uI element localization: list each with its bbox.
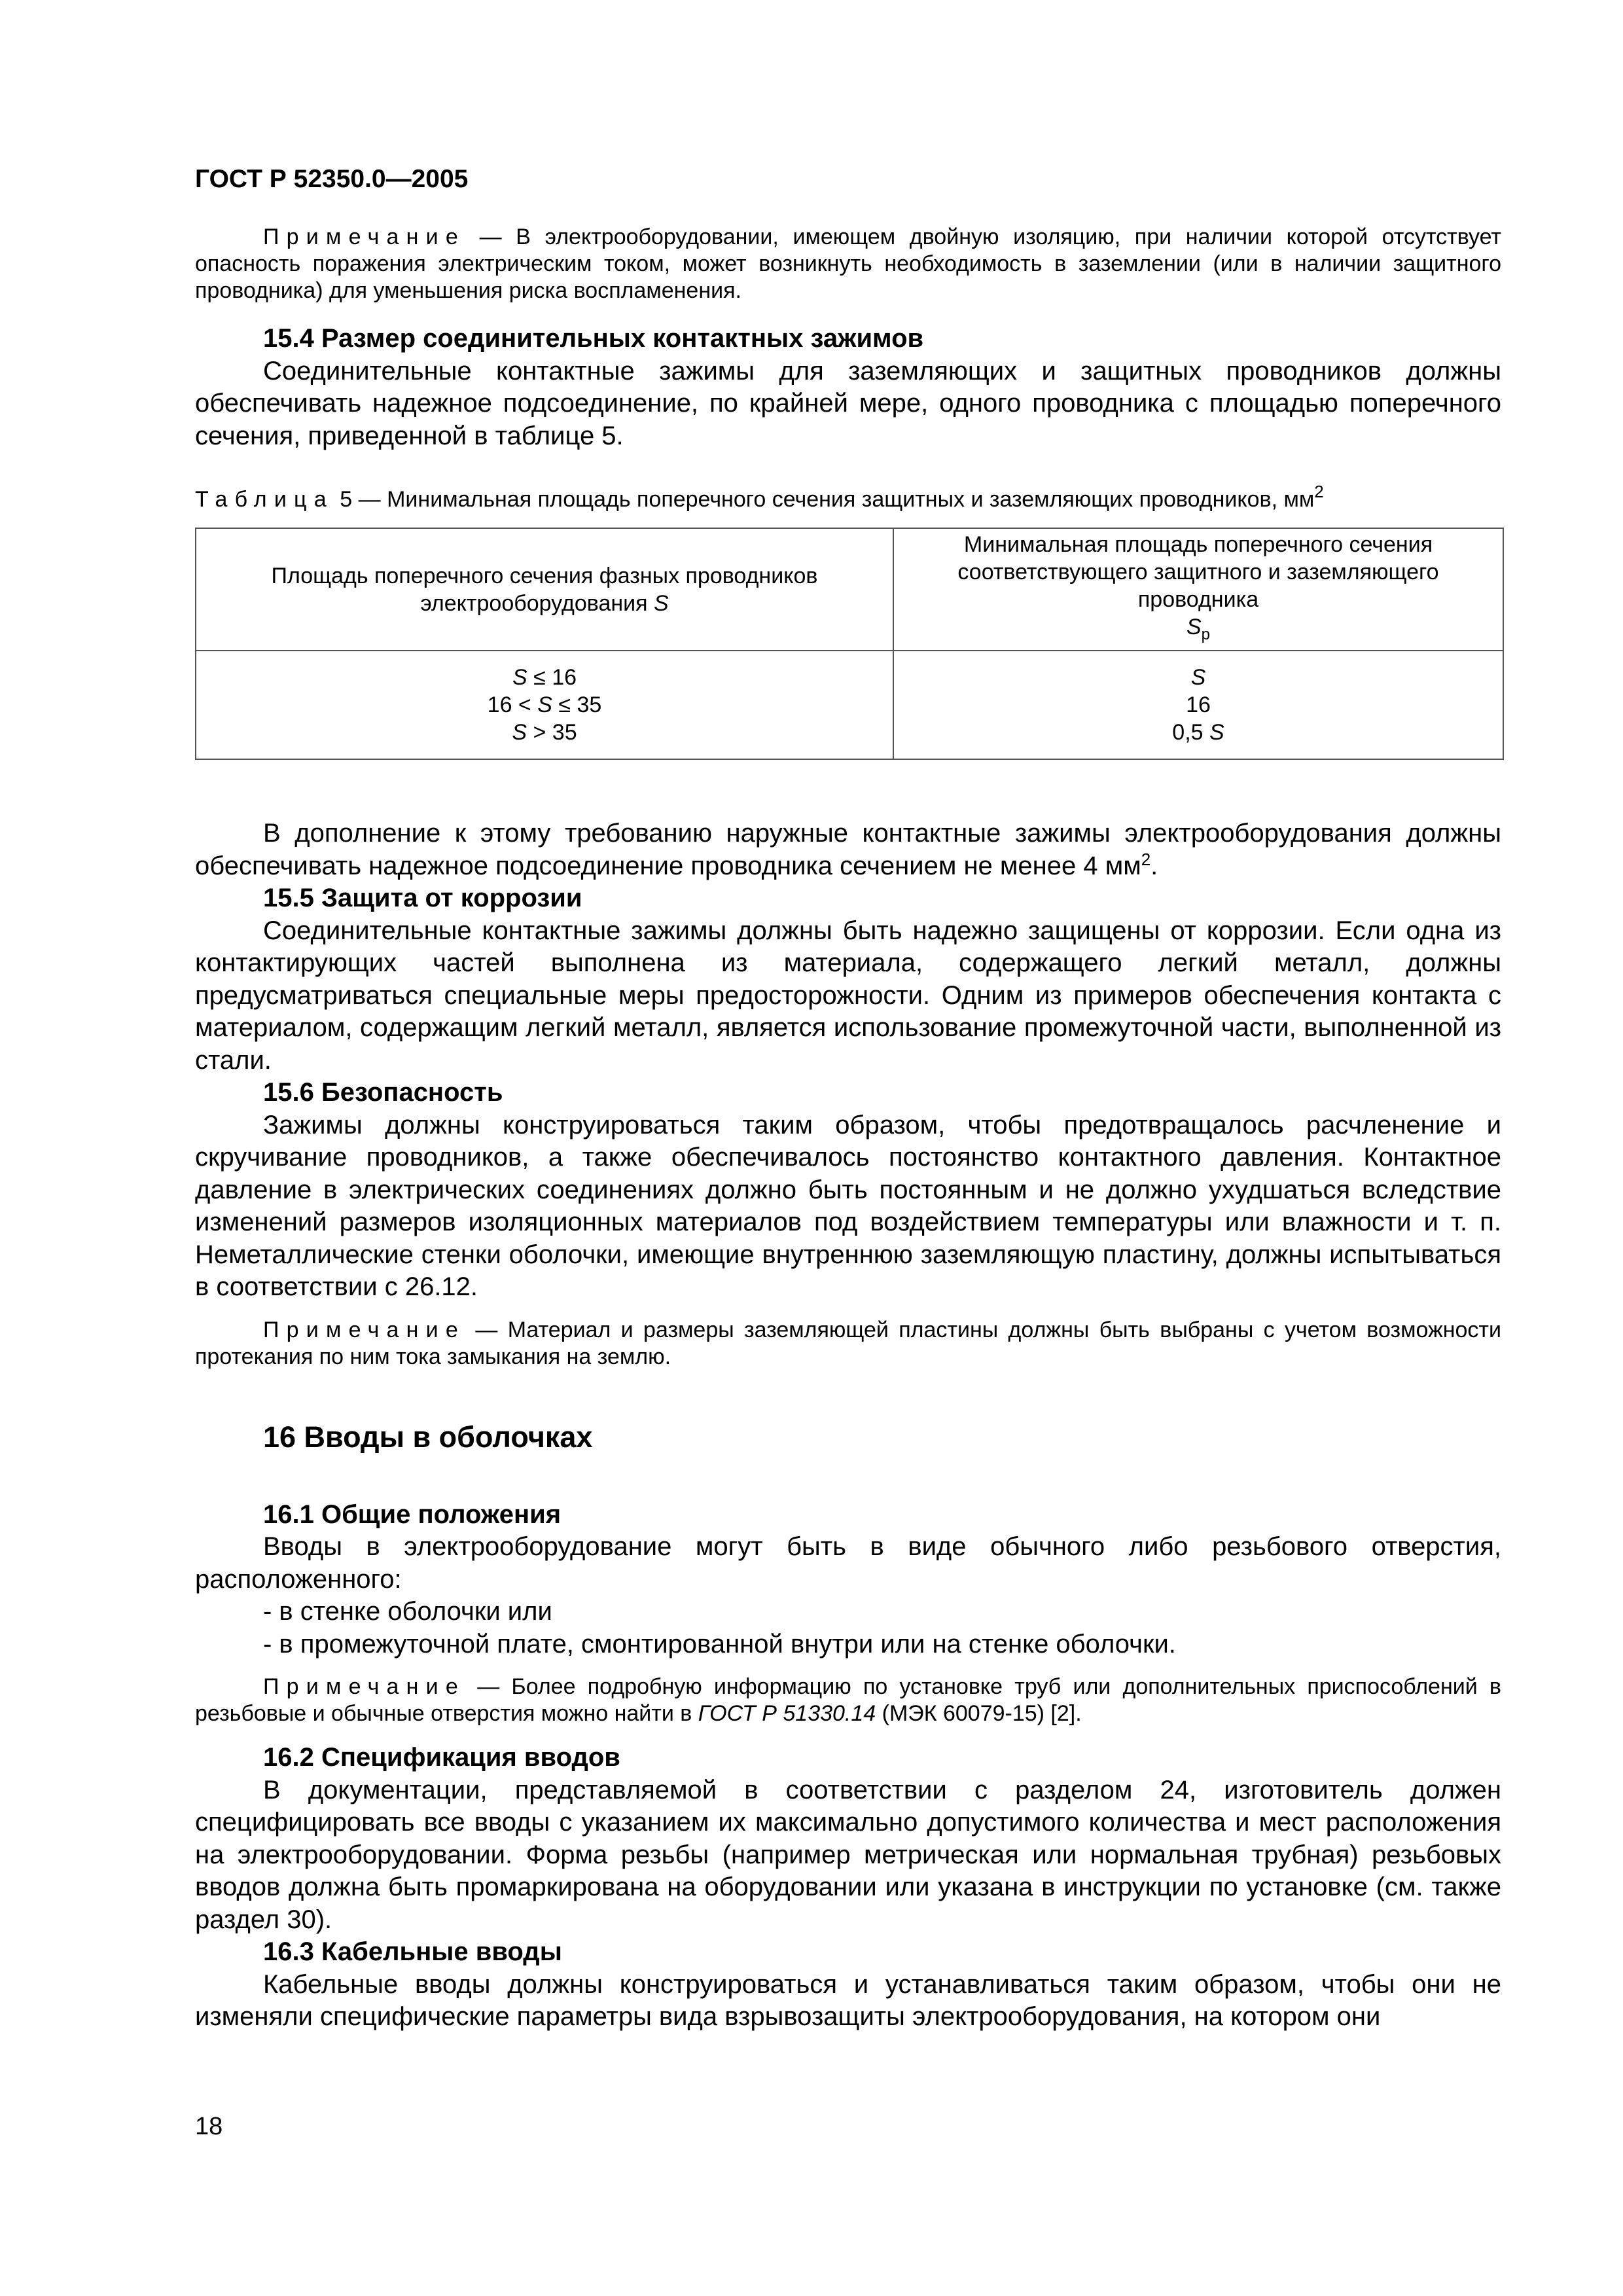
note-text: — В электрооборудовании, имеющем двойную изоляцию, при наличии которой отсутствует опасность поражения электрическим током, может возникнуть необходимость в заземлении (или в наличии защитного проводника) для уменьшения риска воспламенения. (195, 224, 1501, 303)
section-16-2-text: В документации, представляемой в соответствии с разделом 24, изготовитель должен специфицировать все вводы с указанием их максимально допустимого количества и мест расположения на электрооборудовании. Форма резьбы (например метрическая или нормальная трубная) резьбовых вводов должна быть промаркирована на оборудовании или указана в инструкции по установке (см. также раздел 30). (195, 1775, 1501, 1934)
symbol-s: S (653, 590, 669, 616)
table-header-min-section: Минимальная площадь поперечного сечения соответствующего защитного и заземляющего проводника $S_p$ (893, 528, 1503, 651)
note-double-insulation (195, 224, 1501, 304)
table-cell-min-values (893, 651, 1503, 759)
section-15-5-text: Соединительные контактные зажимы должны быть надежно защищены от коррозии. Если одна из контактирующих частей выполнена из материала, содержащего легкий металл, должны предусматриваться специальные меры предосторожности. Одним из примеров обеспечения контакта с материалом, содержащим легкий металл, является использование промежуточной части, выполненной из стали. (195, 916, 1501, 1075)
note-label: Примечание (263, 1317, 465, 1342)
table-value: 0,5 S (1172, 720, 1224, 745)
note-label: Примечание (263, 224, 465, 249)
table-header-phase-section: Площадь поперечного сечения фазных проводников электрооборудования S (196, 528, 893, 651)
document-page (195, 164, 1501, 2034)
section-16-1-text: Вводы в электрооборудование могут быть в виде обычного либо резьбового отверстия, расположенного: (195, 1532, 1501, 1594)
section-16-1-title: 16.1 Общие положения (263, 1499, 562, 1529)
table-caption-text: 5 — Минимальная площадь поперечного сечения защитных и заземляющих проводников, мм (333, 487, 1315, 512)
section-15-4-text: Соединительные контактные зажимы для заземляющих и защитных проводников должны обеспечивать надежное подсоединение, по крайней мере, одного проводника с площадью поперечного сечения, приведенной в таблице 5. (195, 356, 1501, 450)
table-body-row (196, 651, 1503, 759)
table-value: S ≤ 16 (512, 665, 577, 690)
note-grounding-plate (195, 1317, 1501, 1371)
section-15-4-title: 15.4 Размер соединительных контактных зажимов (263, 324, 924, 353)
table-caption-sup: 2 (1314, 482, 1324, 501)
page-number: 18 (195, 2113, 223, 2140)
symbol-s: S (1186, 614, 1202, 639)
table-value: 16 < S ≤ 35 (487, 692, 602, 717)
note-text: — Материал и размеры заземляющей пластины должны быть выбраны с учетом возможности протекания по ним тока замыкания на землю. (195, 1317, 1501, 1369)
table-cell-phase-values (196, 651, 893, 759)
note-label: Примечание (263, 1674, 465, 1699)
table-value: S (1190, 665, 1206, 690)
table-label: Таблица (195, 487, 334, 512)
section-16-3-text: Кабельные вводы должны конструироваться и устанавливаться таким образом, чтобы они не изменяли специфические параметры вида взрывозащиты электрооборудования, на котором они (195, 1969, 1501, 2031)
note-more-info: Примечание — Более подробную информацию по установке труб или дополнительных приспособлений в резьбовые и обычные отверстия можно найти в ГОСТ Р 51330.14 (МЭК 60079-15) [2]. (195, 1674, 1501, 1726)
document-code: ГОСТ Р 52350.0—2005 (195, 165, 469, 193)
standard-reference: ГОСТ Р 51330.14 (698, 1701, 876, 1726)
section-15-6-text: Зажимы должны конструироваться таким образом, чтобы предотвращалось расчленение и скручивание проводников, а также обеспечивалось постоянство контактного давления. Контактное давление в электрических соединениях должно быть постоянным и не должно ухудшаться вследствие изменений размеров изоляционных материалов под воздействием температуры или влажности и т. п. Неметаллические стенки оболочки, имеющие внутреннюю заземляющую пластину, должны испытываться в соответствии с 26.12. (195, 1110, 1501, 1301)
symbol-subscript: p (1201, 625, 1211, 643)
table-5 (195, 528, 1504, 760)
table-5-caption (195, 482, 1501, 513)
after-table-text: В дополнение к этому требованию наружные контактные зажимы электрооборудования должны обеспечивать надежное подсоединение проводника сечением не менее 4 $мм^2$. (195, 819, 1501, 880)
list-item: - в стенке оболочки или (263, 1597, 552, 1626)
section-15-6-title: 15.6 Безопасность (263, 1078, 503, 1107)
section-16-title: 16 Вводы в оболочках (263, 1420, 593, 1454)
table-value: 16 (1186, 692, 1211, 717)
table-value: S > 35 (512, 720, 577, 745)
section-16-3-title: 16.3 Кабельные вводы (263, 1937, 562, 1966)
table-header-row (196, 528, 1503, 651)
section-16-2-title: 16.2 Спецификация вводов (263, 1743, 620, 1772)
section-15-5-title: 15.5 Защита от коррозии (263, 884, 582, 912)
list-item: - в промежуточной плате, смонтированной внутри или на стенке оболочки. (263, 1629, 1176, 1659)
